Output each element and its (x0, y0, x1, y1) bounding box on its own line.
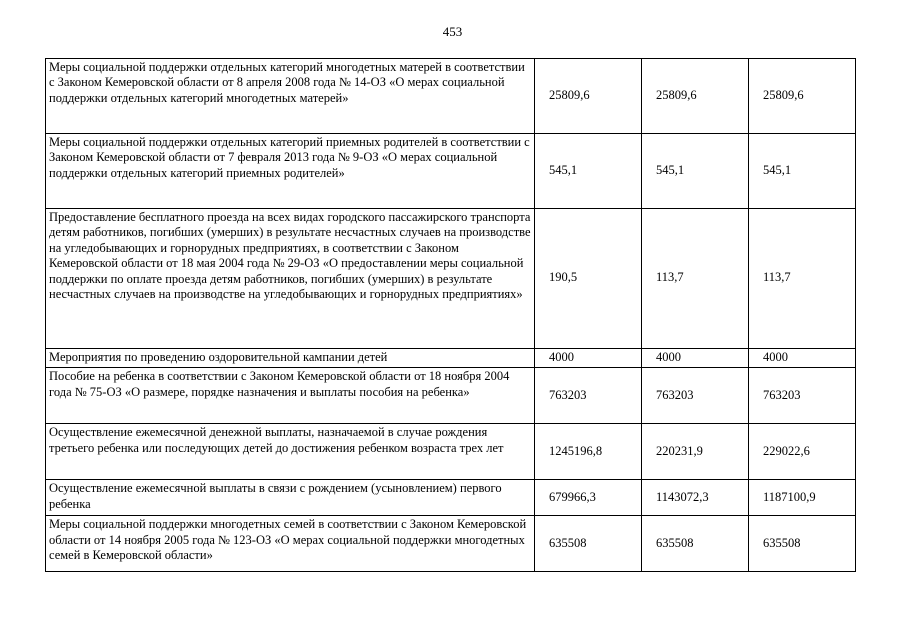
value-cell: 545,1 (642, 134, 749, 209)
value-cell: 635508 (535, 516, 642, 572)
value-cell: 25809,6 (535, 59, 642, 134)
row-description: Меры социальной поддержки отдельных категорий многодетных матерей в соответствии с Законом Кемеровской области от 8 апреля 2008 года № 14-ОЗ «О мерах социальной поддержки отдельных категорий многодетных матерей» (46, 59, 535, 134)
table-row (46, 480, 856, 516)
row-description: Пособие на ребенка в соответствии с Законом Кемеровской области от 18 ноября 2004 года № 75-ОЗ «О размере, порядке назначения и выплаты пособия на ребенка» (46, 368, 535, 424)
value-cell: 113,7 (642, 209, 749, 349)
row-description: Осуществление ежемесячной выплаты в связи с рождением (усыновлением) первого ребенка (46, 480, 535, 516)
value-cell: 635508 (749, 516, 856, 572)
value-cell: 763203 (642, 368, 749, 424)
table-row (46, 516, 856, 572)
value-cell: 113,7 (749, 209, 856, 349)
row-description: Меры социальной поддержки отдельных категорий приемных родителей в соответствии с Законом Кемеровской области от 7 февраля 2013 года № 9-ОЗ «О мерах социальной поддержки отдельных категорий приемных родителей» (46, 134, 535, 209)
value-cell: 25809,6 (642, 59, 749, 134)
value-cell: 25809,6 (749, 59, 856, 134)
row-description: Мероприятия по проведению оздоровительной кампании детей (46, 349, 535, 368)
value-cell: 4000 (535, 349, 642, 368)
row-description: Осуществление ежемесячной денежной выплаты, назначаемой в случае рождения третьего ребенка или последующих детей до достижения ребенком возраста трех лет (46, 424, 535, 480)
value-cell: 4000 (642, 349, 749, 368)
value-cell: 635508 (642, 516, 749, 572)
value-cell: 229022,6 (749, 424, 856, 480)
value-cell: 1245196,8 (535, 424, 642, 480)
budget-table (45, 58, 856, 572)
table-row (46, 209, 856, 349)
value-cell: 4000 (749, 349, 856, 368)
table-row (46, 349, 856, 368)
value-cell: 545,1 (749, 134, 856, 209)
table-row (46, 368, 856, 424)
row-description: Меры социальной поддержки многодетных семей в соответствии с Законом Кемеровской области от 14 ноября 2005 года № 123-ОЗ «О мерах социальной поддержки многодетных семей в Кемеровской области» (46, 516, 535, 572)
value-cell: 190,5 (535, 209, 642, 349)
table-row (46, 424, 856, 480)
value-cell: 763203 (535, 368, 642, 424)
value-cell: 220231,9 (642, 424, 749, 480)
table-row (46, 59, 856, 134)
value-cell: 1143072,3 (642, 480, 749, 516)
value-cell: 1187100,9 (749, 480, 856, 516)
value-cell: 763203 (749, 368, 856, 424)
table-row (46, 134, 856, 209)
value-cell: 679966,3 (535, 480, 642, 516)
value-cell: 545,1 (535, 134, 642, 209)
page-number: 453 (442, 24, 463, 39)
row-description: Предоставление бесплатного проезда на всех видах городского пассажирского транспорта детям работников, погибших (умерших) в результате несчастных случаев на производстве на угледобывающих и горнорудных предприятиях, в соответствии с Законом Кемеровской области от 18 мая 2004 года № 29-ОЗ «О предоставлении меры социальной поддержки по оплате проезда детям работников, погибших (умерших) в результате несчастных случаев на производстве на угледобывающих и горнорудных предприятиях» (46, 209, 535, 349)
